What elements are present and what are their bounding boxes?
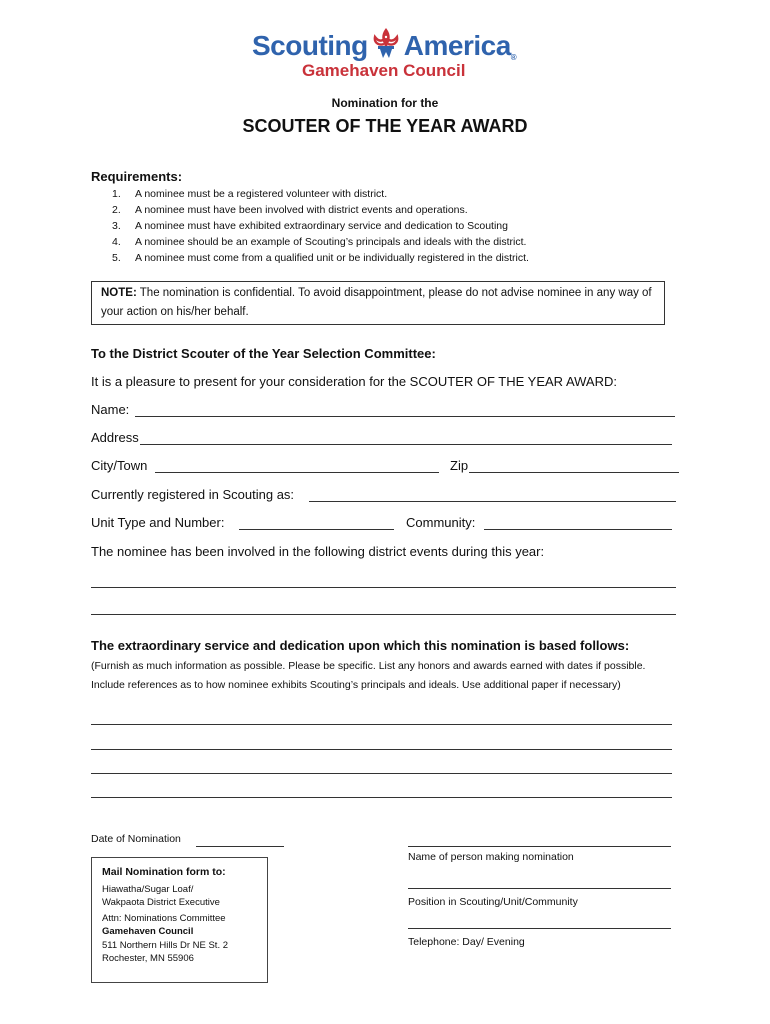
council-name: Gamehaven Council [302,61,466,80]
address-field[interactable] [140,444,672,445]
zip-label: Zip [450,458,469,473]
requirements-heading: Requirements: [91,169,183,184]
list-item [112,234,529,250]
mail-heading: Mail Nomination form to: [102,866,226,878]
item-number: 2. [112,204,121,216]
mail-address-2: Rochester, MN 55906 [102,953,194,964]
service-field-line-2[interactable] [91,749,672,750]
events-field-line-2[interactable] [91,614,676,615]
fleur-de-lis-icon [371,27,401,61]
community-field[interactable] [484,529,672,530]
unit-field[interactable] [239,529,394,530]
events-field-line-1[interactable] [91,587,676,588]
logo-text-america: America [403,30,511,61]
position-field[interactable] [408,888,671,889]
unit-label: Unit Type and Number: [91,515,225,530]
mail-council: Gamehaven Council [102,926,194,937]
city-field[interactable] [155,472,439,473]
item-text: A nominee must be a registered volunteer with district. [135,188,388,200]
item-text: A nominee should be an example of Scouting’s principals and ideals with the district. [135,236,527,248]
service-instructions: (Furnish as much information as possible. Please be specific. List any honors and awards earned with dates if possible. Include references as to how nominee exhibits Scouting’s principals and ideals. Use additional paper if necessary) [91,660,646,691]
list-item [112,218,529,234]
mail-line: Hiawatha/Sugar Loaf/ [102,883,194,895]
date-field[interactable] [196,846,284,847]
item-number: 3. [112,220,121,232]
mail-address-box [91,857,268,983]
trademark-symbol: ® [510,53,517,62]
service-field-line-3[interactable] [91,773,672,774]
intro-text: It is a pleasure to present for your consideration for the SCOUTER OF THE YEAR AWARD: [91,374,617,389]
item-text: A nominee must have exhibited extraordinary service and dedication to Scouting [135,220,508,232]
zip-field[interactable] [469,472,679,473]
registered-label: Currently registered in Scouting as: [91,487,295,502]
confidential-note [91,281,665,325]
name-label: Name: [91,402,130,417]
service-field-line-1[interactable] [91,724,672,725]
signature-name-label: Name of person making nomination [408,851,574,863]
item-text: A nominee must come from a qualified unit or be individually registered in the district. [135,252,529,264]
mail-line: Wakpaota District Executive [102,897,220,908]
list-item [112,186,529,202]
list-item [112,202,529,218]
position-label: Position in Scouting/Unit/Community [408,896,578,908]
mail-address-1: 511 Northern Hills Dr NE St. 2 [102,939,229,951]
committee-heading: To the District Scouter of the Year Selection Committee: [91,346,436,361]
service-field-line-4[interactable] [91,797,672,798]
city-label: City/Town [91,458,148,473]
telephone-field[interactable] [408,928,671,929]
scouting-america-logo [252,27,516,62]
award-title: SCOUTER OF THE YEAR AWARD [242,116,528,136]
signature-name-field[interactable] [408,846,671,847]
events-label: The nominee has been involved in the following district events during this year: [91,544,545,559]
service-heading: The extraordinary service and dedication upon which this nomination is based follows: [91,638,630,653]
requirements-list [112,186,529,266]
mail-line: Attn: Nominations Committee [102,912,226,924]
date-label: Date of Nomination [91,833,181,845]
note-label: NOTE: [101,287,137,299]
item-number: 5. [112,252,121,264]
nomination-for-label: Nomination for the [331,96,439,110]
telephone-label: Telephone: Day/ Evening [408,936,525,948]
item-number: 1. [112,188,121,200]
community-label: Community: [406,515,476,530]
list-item [112,250,529,266]
item-number: 4. [112,236,121,248]
registered-field[interactable] [309,501,676,502]
item-text: A nominee must have been involved with district events and operations. [135,204,468,216]
note-text: The nomination is confidential. To avoid disappointment, please do not advise nominee in any way of your action on his/her behalf. [101,287,652,318]
name-field[interactable] [135,416,675,417]
logo-text-scouting: Scouting [252,30,368,61]
address-label: Address [91,430,139,445]
